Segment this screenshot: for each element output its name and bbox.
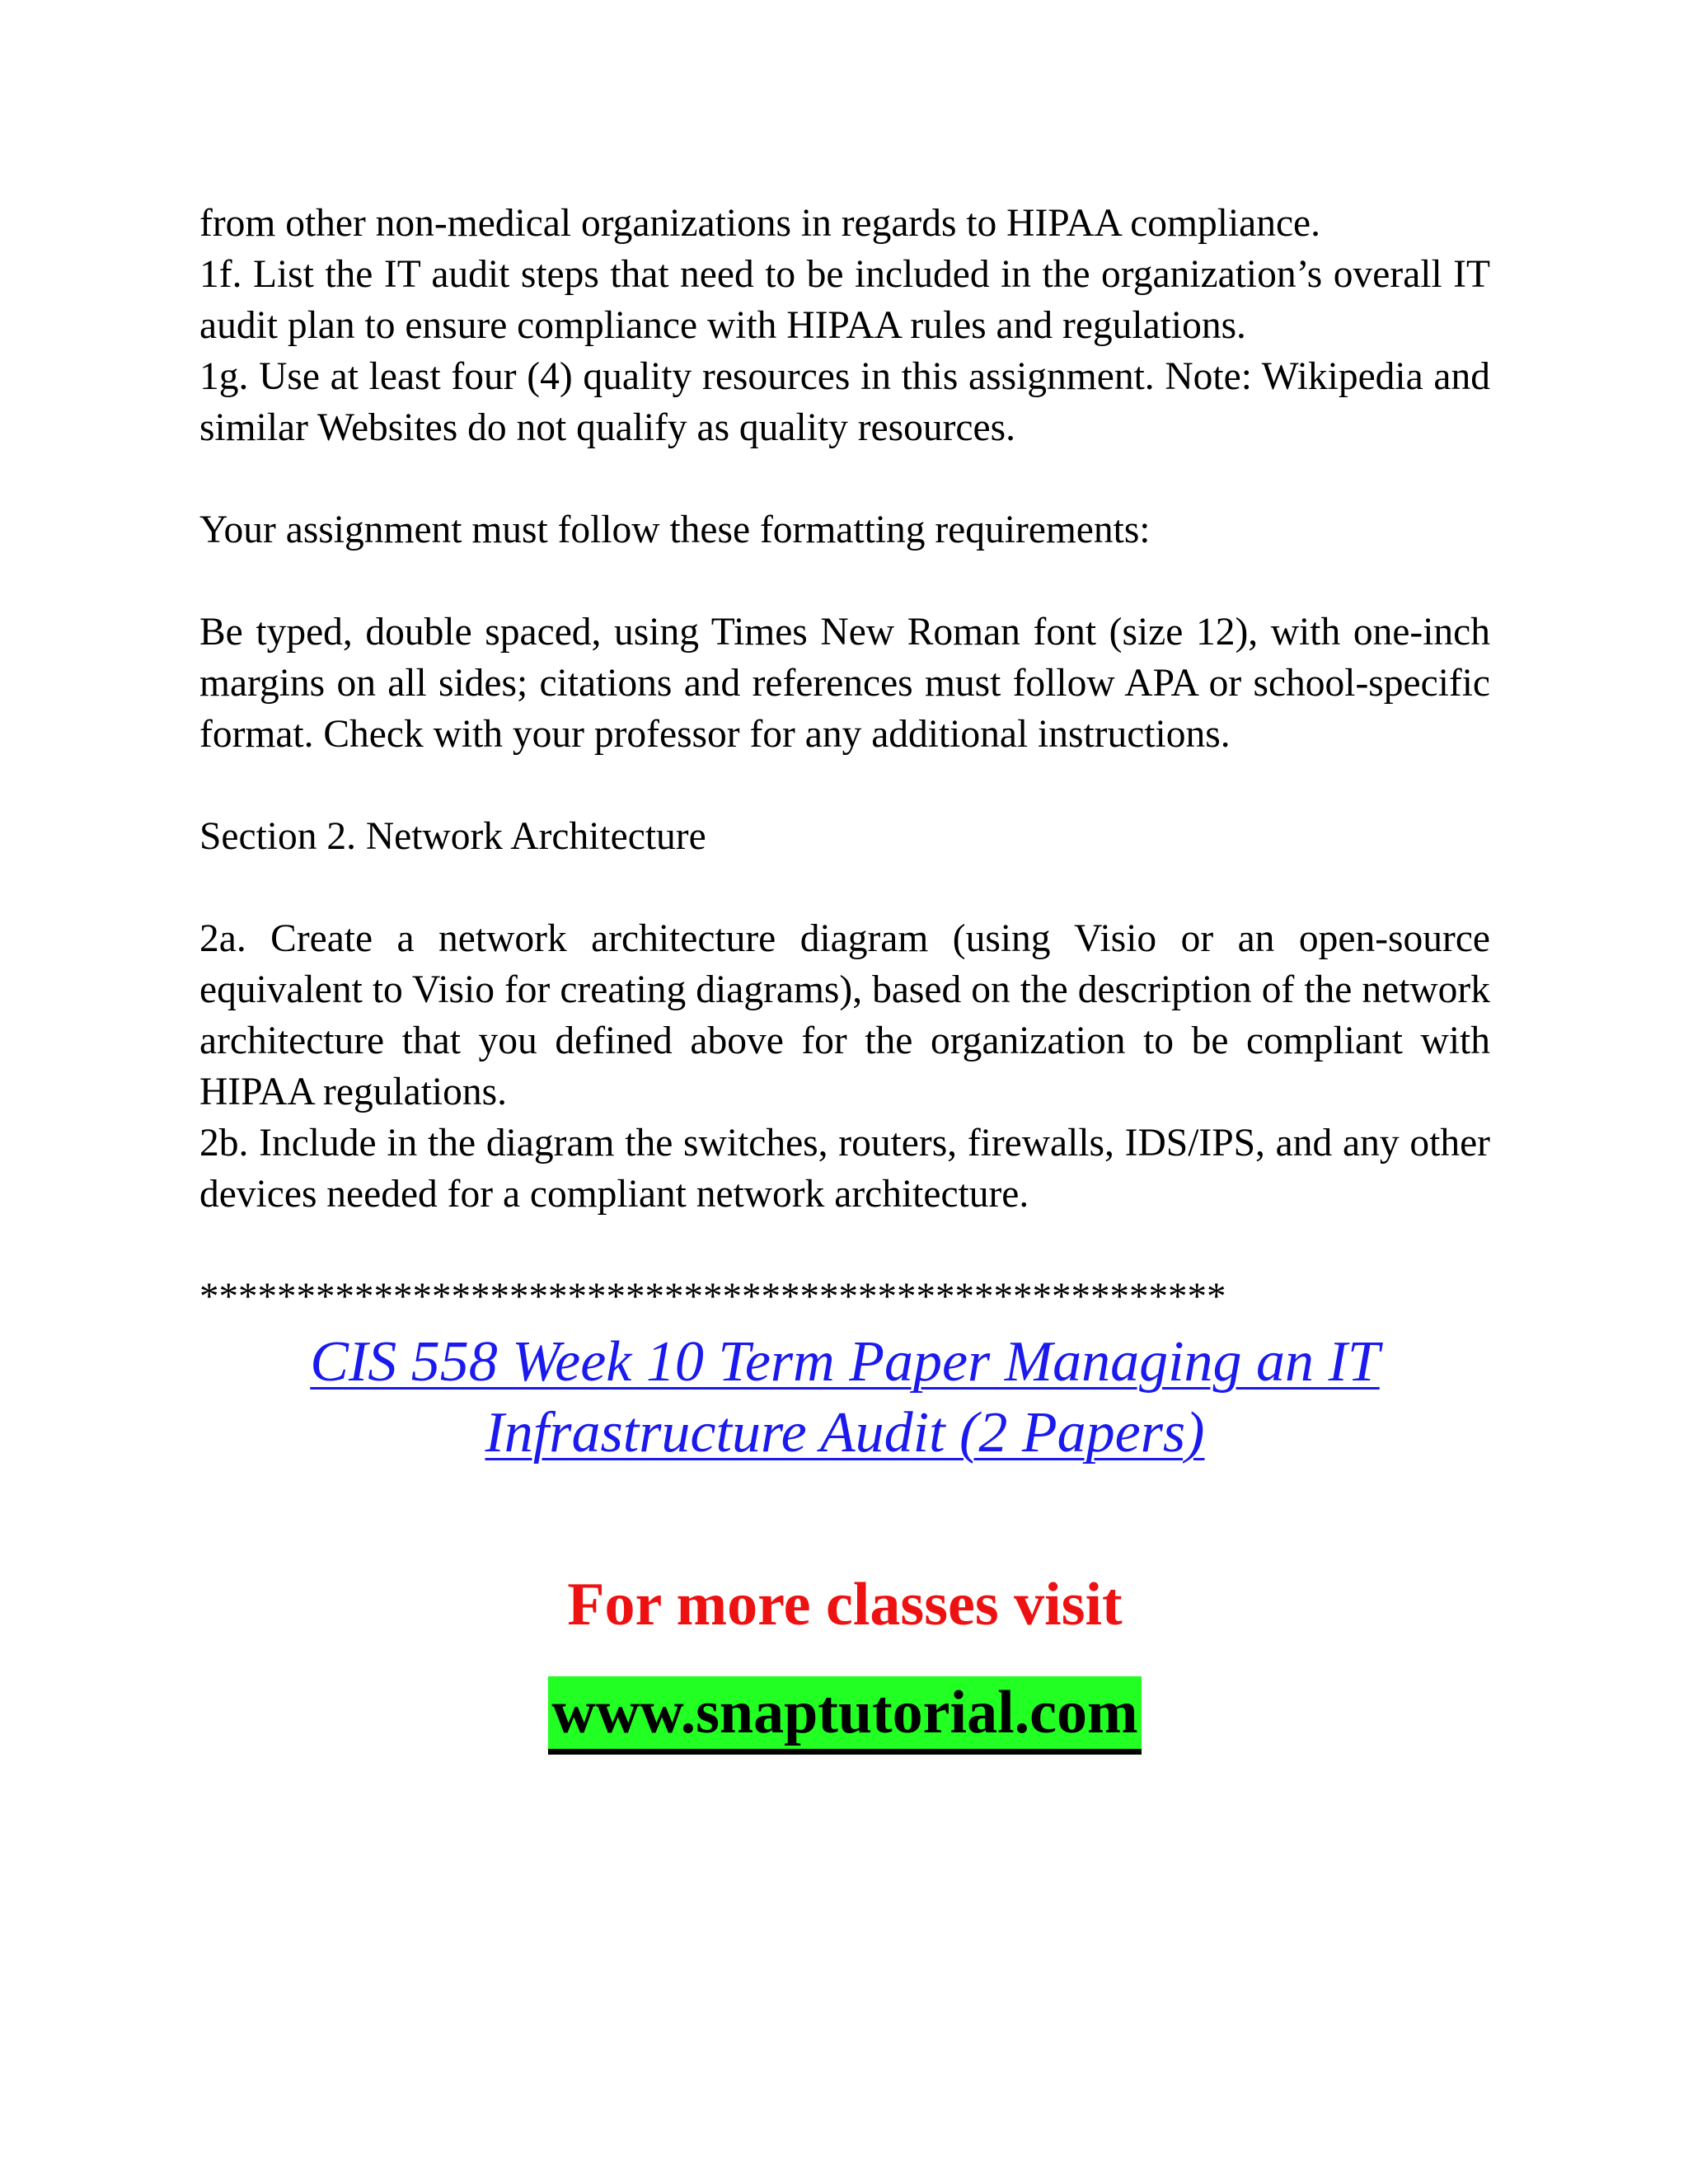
section-2-title: Section 2. Network Architecture xyxy=(199,815,706,858)
course-link-line-1[interactable]: CIS 558 Week 10 Term Paper Managing an IT xyxy=(310,1330,1380,1394)
formatting-requirements: Be typed, double spaced, using Times New Roman font (size 12), with one-inch margins on all sides; citations and references must follow APA or school-specific format. Check with your professor for any additional instructions. xyxy=(199,611,1490,756)
document-body xyxy=(199,198,1490,1271)
course-link-block[interactable] xyxy=(199,1327,1490,1469)
paragraph-continuation: from other non-medical organizations in regards to HIPAA compliance. xyxy=(199,202,1321,245)
promo-heading: For more classes visit xyxy=(567,1571,1123,1638)
course-link-line-2[interactable]: Infrastructure Audit (2 Papers) xyxy=(485,1401,1205,1465)
formatting-intro: Your assignment must follow these formatting requirements: xyxy=(199,509,1151,551)
document-page xyxy=(199,198,1490,1755)
paragraph-2b: 2b. Include in the diagram the switches, routers, firewalls, IDS/IPS, and any other devices needed for a compliant network architecture. xyxy=(199,1122,1490,1216)
paragraph-1g: 1g. Use at least four (4) quality resources in this assignment. Note: Wikipedia and similar Websites do not qualify as quality resources. xyxy=(199,355,1490,449)
separator-stars: ***************************************************** xyxy=(199,1275,1226,1318)
site-link[interactable]: www.snaptutorial.com xyxy=(548,1676,1141,1755)
site-link-block xyxy=(199,1676,1490,1755)
paragraph-1f: 1f. List the IT audit steps that need to be included in the organization’s overall IT audit plan to ensure compliance with HIPAA rules and regulations. xyxy=(199,253,1490,347)
paragraph-2a: 2a. Create a network architecture diagram (using Visio or an open-source equivalent to Visio for creating diagrams), based on the description of the network architecture that you defined above for the organization to be compliant with HIPAA regulations. xyxy=(199,917,1490,1113)
